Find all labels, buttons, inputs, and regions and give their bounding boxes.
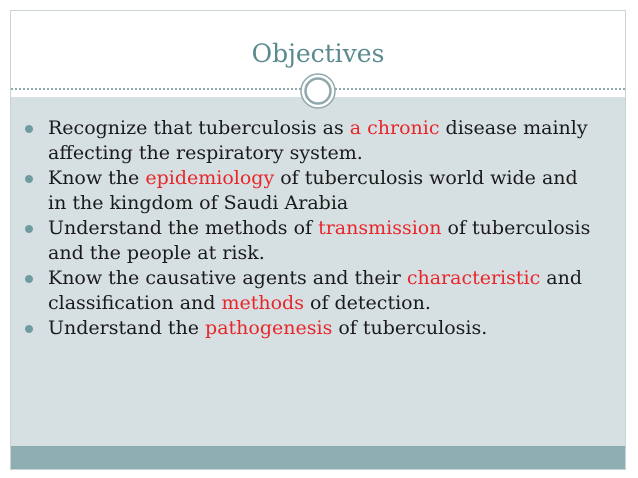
filled-circle-bullet-icon bbox=[25, 125, 33, 133]
highlighted-term: methods bbox=[221, 292, 304, 314]
list-item: Understand the methods of transmission of tuberculosis and the people at risk. bbox=[11, 216, 601, 266]
objectives-list bbox=[11, 116, 601, 341]
filled-circle-bullet-icon bbox=[25, 225, 33, 233]
list-item: Know the causative agents and their characteristic and classification and methods of detection. bbox=[11, 266, 601, 316]
highlighted-term: epidemiology bbox=[145, 167, 275, 189]
highlighted-term: characteristic bbox=[406, 267, 541, 289]
list-item: Recognize that tuberculosis as a chronic disease mainly affecting the respiratory system. bbox=[11, 116, 601, 166]
highlighted-term: transmission bbox=[318, 217, 442, 239]
filled-circle-bullet-icon bbox=[25, 325, 33, 333]
list-item: Understand the pathogenesis of tuberculosis. bbox=[11, 316, 601, 341]
slide-title: Objectives bbox=[251, 39, 385, 68]
highlighted-term: pathogenesis bbox=[205, 317, 333, 339]
filled-circle-bullet-icon bbox=[25, 275, 33, 283]
concentric-circle-icon bbox=[299, 72, 337, 110]
list-item: Know the epidemiology of tuberculosis world wide and in the kingdom of Saudi Arabia bbox=[11, 166, 601, 216]
filled-circle-bullet-icon bbox=[25, 175, 33, 183]
highlighted-term: a chronic bbox=[349, 117, 440, 139]
